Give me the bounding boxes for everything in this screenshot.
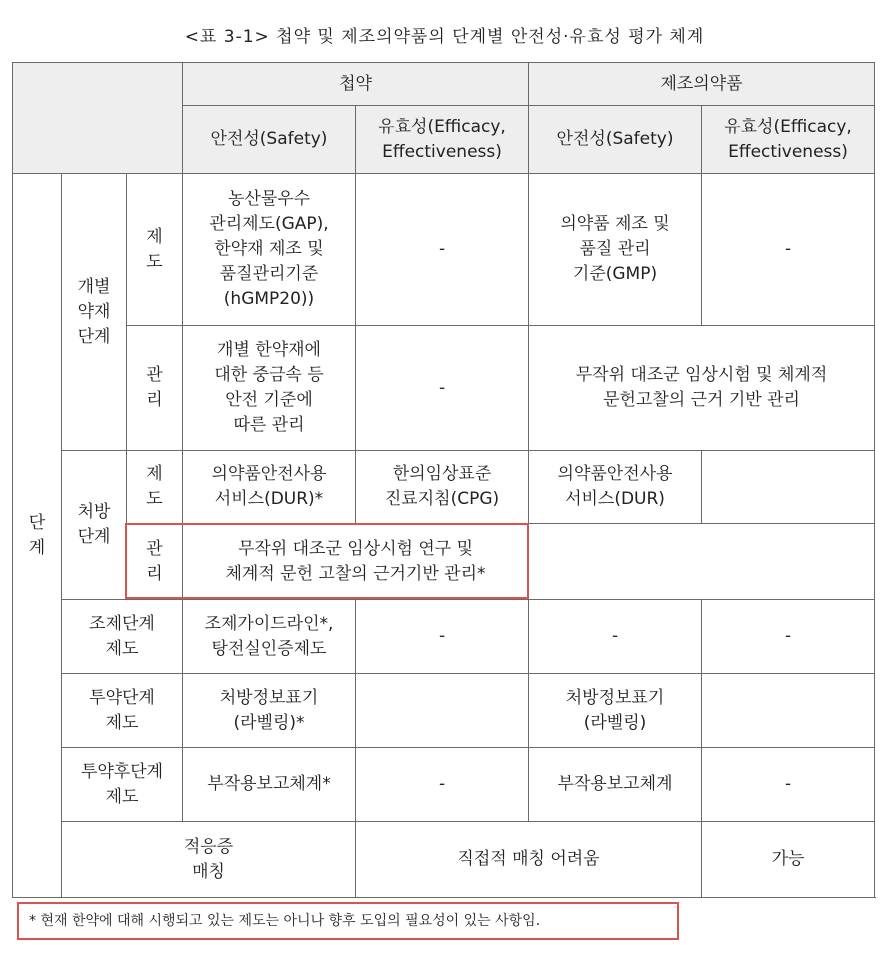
table-cell: - xyxy=(356,174,529,326)
header-drug-safety: 안전성(Safety) xyxy=(529,106,702,174)
table-cell: 부작용보고체계* xyxy=(183,748,356,822)
stage-label: 단 계 xyxy=(13,174,62,898)
table-cell: 처방정보표기 (라벨링) xyxy=(529,674,702,748)
table-cell: 의약품안전사용 서비스(DUR)* xyxy=(183,451,356,524)
management-label: 관 리 xyxy=(127,326,183,451)
header-herbal: 첩약 xyxy=(183,63,529,106)
table-cell: 개별 한약재에 대한 중금속 등 안전 기준에 따른 관리 xyxy=(183,326,356,451)
table-cell: 처방정보표기 (라벨링)* xyxy=(183,674,356,748)
table-cell: - xyxy=(702,174,875,326)
table-cell: 무작위 대조군 임상시험 및 체계적 문헌고찰의 근거 기반 관리 xyxy=(529,326,875,451)
table-cell xyxy=(702,451,875,524)
table-cell: 부작용보고체계 xyxy=(529,748,702,822)
table-cell xyxy=(356,674,529,748)
individual-stage-label: 개별 약재 단계 xyxy=(62,174,127,451)
table-cell: 농산물우수 관리제도(GAP), 한약재 제조 및 품질관리기준 (hGMP20)) xyxy=(183,174,356,326)
table-cell: - xyxy=(702,748,875,822)
prescription-stage-label: 처방 단계 xyxy=(62,451,127,600)
evaluation-table xyxy=(12,62,875,898)
post-dosing-stage-label: 투약후단계 제도 xyxy=(62,748,183,822)
dosing-stage-label: 투약단계 제도 xyxy=(62,674,183,748)
corner-cell xyxy=(13,63,183,174)
table-title: <표 3-1> 첩약 및 제조의약품의 단계별 안전성·유효성 평가 체계 xyxy=(184,27,705,47)
table-cell: 직접적 매칭 어려움 xyxy=(356,822,702,898)
header-drug-efficacy: 유효성(Efficacy, Effectiveness) xyxy=(702,106,875,174)
indication-label: 적응증 매칭 xyxy=(62,822,356,898)
footnote: * 현재 한약에 대해 시행되고 있는 제도는 아니나 향후 도입의 필요성이 있는 사항임. xyxy=(17,902,679,940)
table-cell: - xyxy=(356,600,529,674)
header-manufactured: 제조의약품 xyxy=(529,63,875,106)
header-herbal-safety: 안전성(Safety) xyxy=(183,106,356,174)
header-herbal-efficacy: 유효성(Efficacy, Effectiveness) xyxy=(356,106,529,174)
table-cell xyxy=(702,674,875,748)
table-cell: - xyxy=(356,748,529,822)
highlight-box xyxy=(125,523,529,599)
table-cell xyxy=(529,524,875,600)
table-cell: 가능 xyxy=(702,822,875,898)
formulation-stage-label: 조제단계 제도 xyxy=(62,600,183,674)
table-cell: 무작위 대조군 임상시험 연구 및 체계적 문헌 고찰의 근거기반 관리* xyxy=(183,524,529,600)
table-cell: 의약품 제조 및 품질 관리 기준(GMP) xyxy=(529,174,702,326)
management-label: 관 리 xyxy=(127,524,183,600)
table-cell: - xyxy=(702,600,875,674)
system-label: 제 도 xyxy=(127,451,183,524)
table-cell: - xyxy=(356,326,529,451)
system-label: 제 도 xyxy=(127,174,183,326)
table-cell: 조제가이드라인*, 탕전실인증제도 xyxy=(183,600,356,674)
table-cell: - xyxy=(529,600,702,674)
table-cell: 한의임상표준 진료지침(CPG) xyxy=(356,451,529,524)
table-cell: 의약품안전사용 서비스(DUR) xyxy=(529,451,702,524)
